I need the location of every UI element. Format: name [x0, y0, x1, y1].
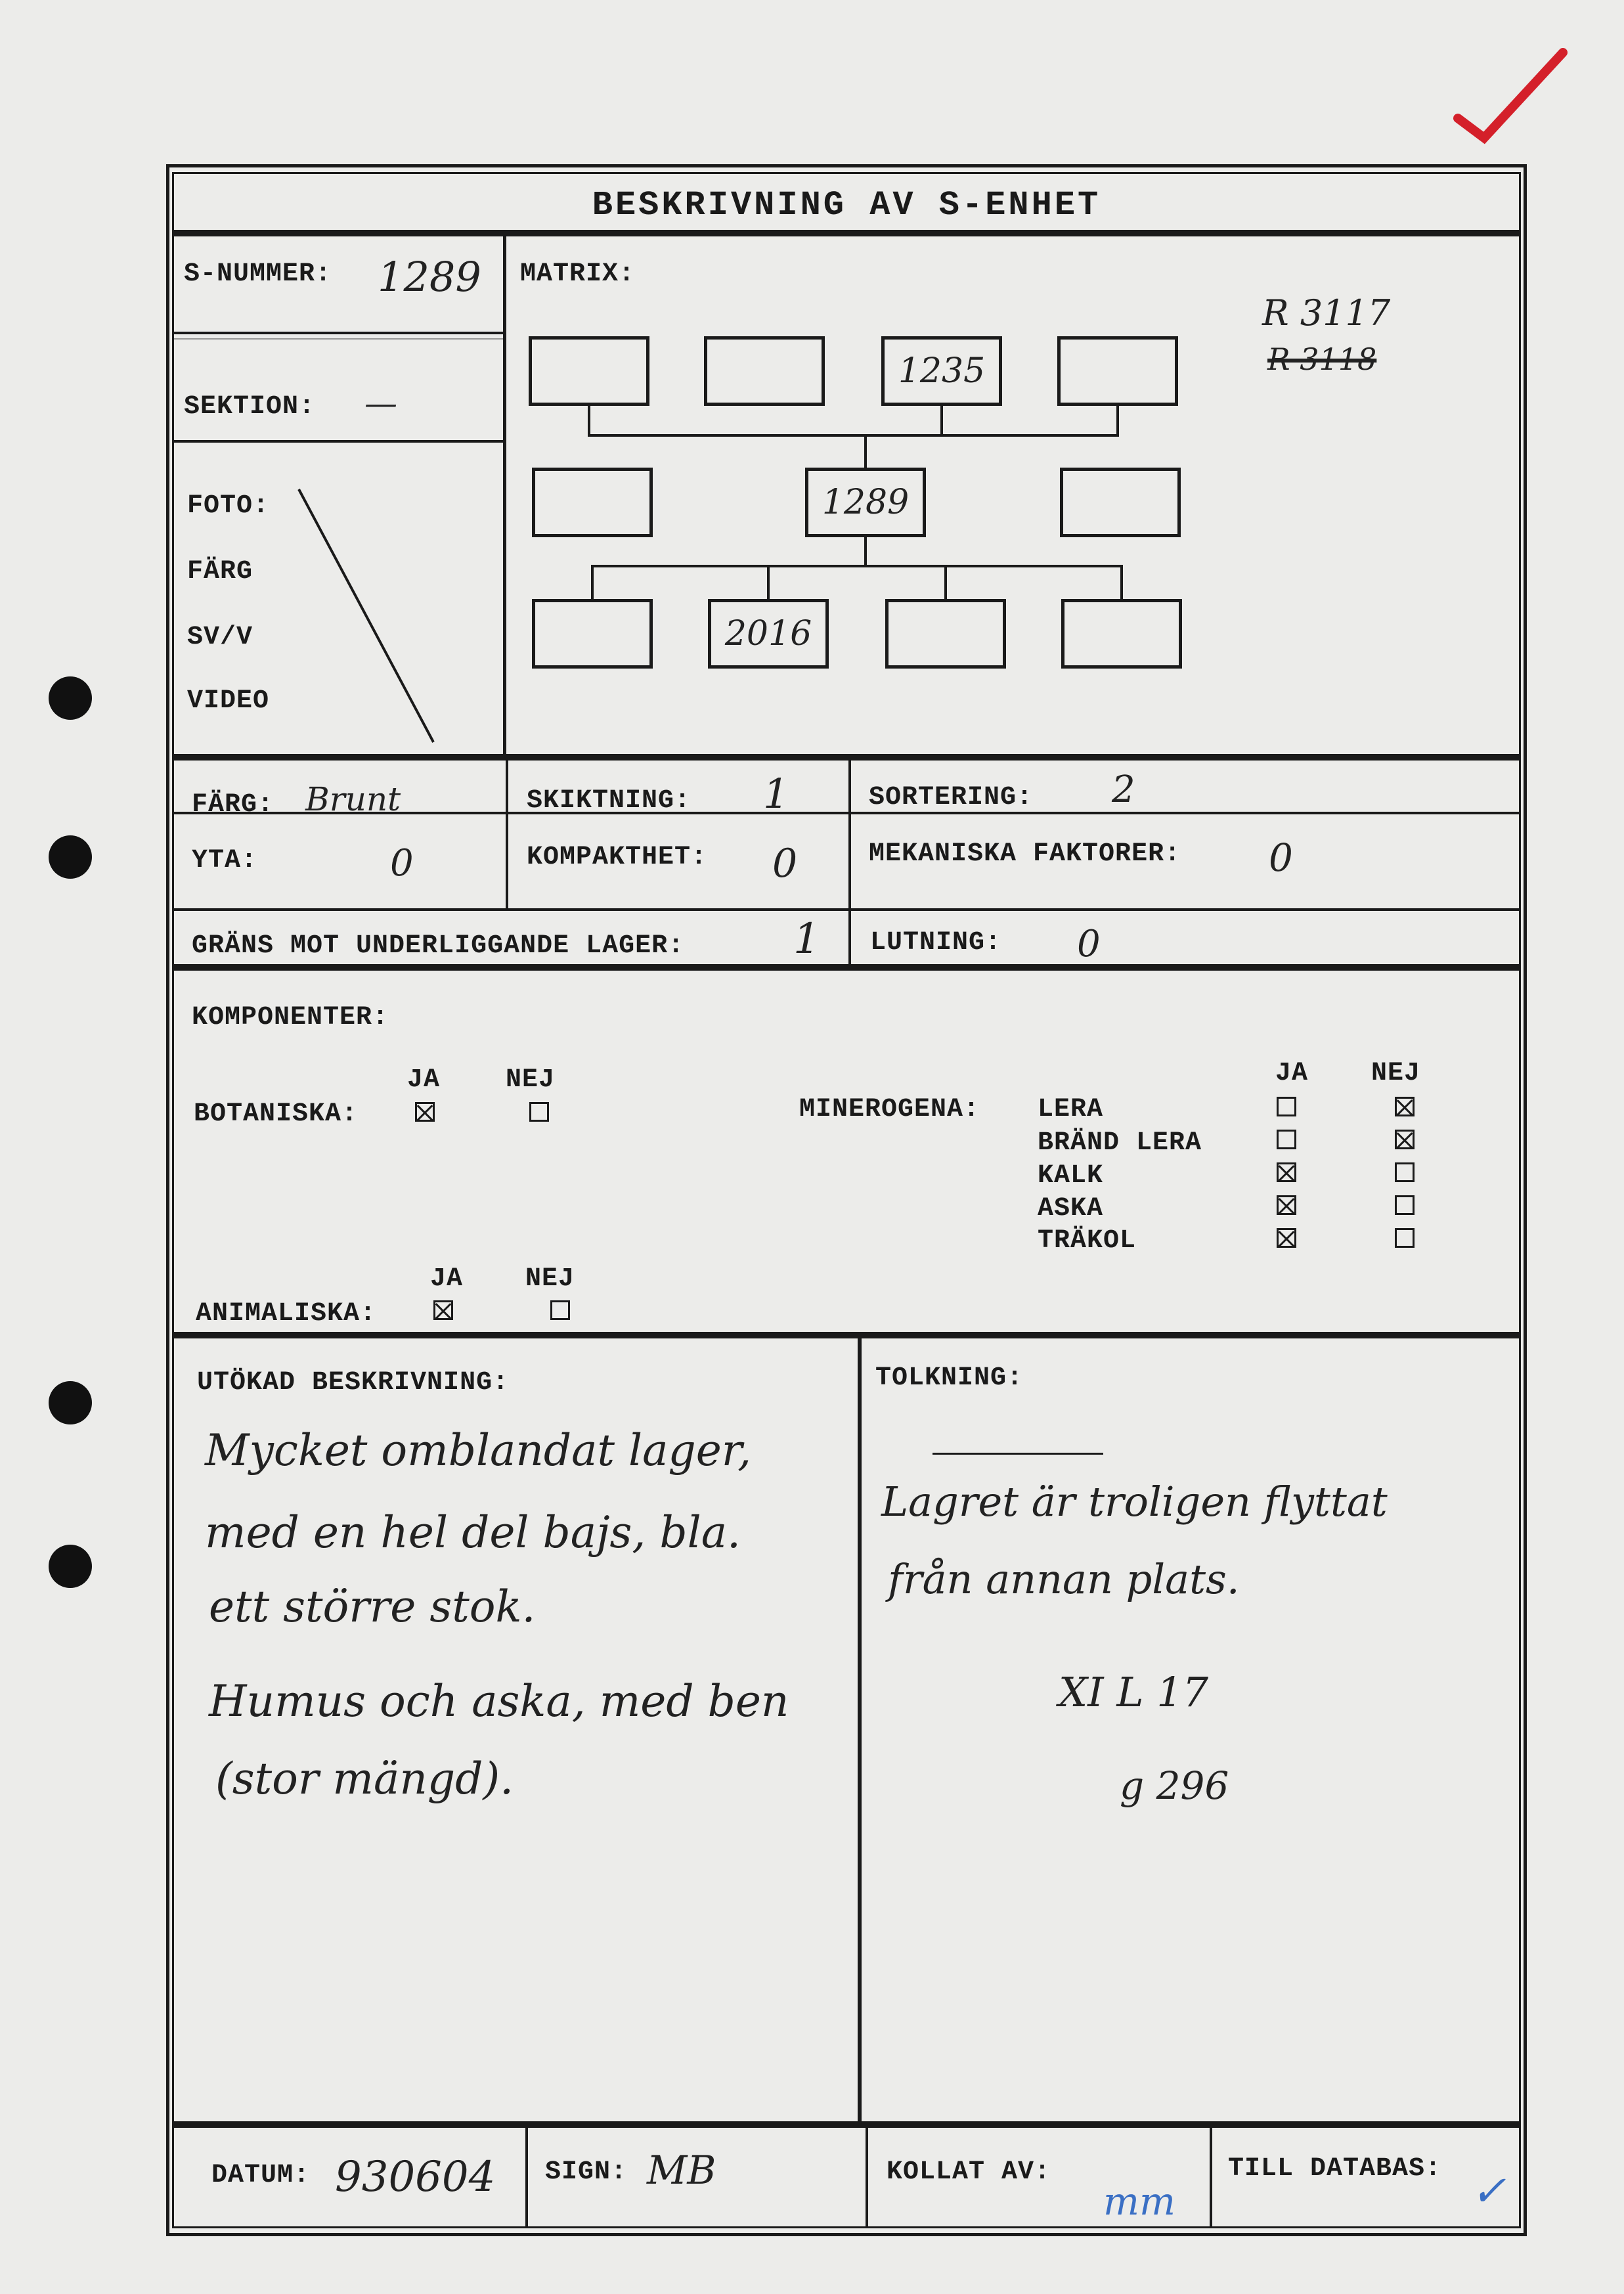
matrix-ref-current: R 3117: [1262, 292, 1391, 334]
matrix-label: MATRIX:: [520, 259, 636, 289]
foto-farg-option[interactable]: FÄRG: [187, 557, 253, 586]
grans-value[interactable]: 1: [793, 915, 820, 963]
matrix-box-1289[interactable]: 1289: [805, 468, 926, 537]
lutning-label: LUTNING:: [870, 928, 1002, 958]
animaliska-label: ANIMALISKA:: [196, 1299, 377, 1329]
farg-value[interactable]: Brunt: [305, 780, 401, 818]
form-title: BESKRIVNING AV S-ENHET: [592, 186, 1101, 225]
kollat-label: KOLLAT AV:: [887, 2157, 1051, 2187]
trakol-ja-checkbox[interactable]: [1277, 1228, 1296, 1248]
tolkning-underline: [933, 1453, 1103, 1455]
utokad-line-4[interactable]: Humus och aska, med ben: [209, 1676, 789, 1727]
botaniska-label: BOTANISKA:: [194, 1099, 359, 1129]
minerogena-nej-header: NEJ: [1371, 1059, 1421, 1088]
lera-ja-checkbox[interactable]: [1277, 1097, 1296, 1116]
kalk-nej-checkbox[interactable]: [1395, 1162, 1415, 1182]
minerogena-item-brand-lera: BRÄND LERA: [1038, 1128, 1202, 1158]
botaniska-nej-header: NEJ: [506, 1065, 556, 1095]
komponenter-label: KOMPONENTER:: [192, 1003, 389, 1032]
foto-svv-option[interactable]: SV/V: [187, 623, 253, 652]
yta-value[interactable]: 0: [390, 842, 414, 885]
datum-label: DATUM:: [211, 2161, 311, 2190]
animaliska-ja-header: JA: [430, 1264, 464, 1294]
kalk-ja-checkbox[interactable]: [1277, 1162, 1296, 1182]
animaliska-nej-checkbox[interactable]: [550, 1300, 570, 1320]
s-nummer-value[interactable]: 1289: [378, 253, 481, 301]
matrix-ref-struck: R 3118: [1267, 342, 1377, 377]
s-nummer-label: S-NUMMER:: [184, 259, 332, 289]
brand-lera-ja-checkbox[interactable]: [1277, 1130, 1296, 1149]
utokad-line-1[interactable]: Mycket omblandat lager,: [205, 1425, 752, 1476]
utokad-line-5[interactable]: (stor mängd).: [215, 1754, 514, 1804]
tolkning-note-2[interactable]: g 296: [1120, 1763, 1229, 1808]
kollat-value[interactable]: mm: [1103, 2179, 1175, 2224]
foto-video-option[interactable]: VIDEO: [187, 686, 270, 716]
tolkning-line-1[interactable]: Lagret är troligen flyttat: [881, 1478, 1388, 1526]
minerogena-item-kalk: KALK: [1038, 1161, 1104, 1191]
brand-lera-nej-checkbox[interactable]: [1395, 1130, 1415, 1149]
animaliska-ja-checkbox[interactable]: [433, 1300, 453, 1320]
sign-label: SIGN:: [545, 2157, 628, 2187]
kompakthet-label: KOMPAKTHET:: [527, 843, 708, 872]
minerogena-item-lera: LERA: [1038, 1095, 1104, 1124]
sektion-value[interactable]: —: [364, 384, 397, 422]
sektion-label: SEKTION:: [184, 392, 316, 422]
botaniska-nej-checkbox[interactable]: [529, 1102, 549, 1122]
lutning-value[interactable]: 0: [1077, 923, 1101, 965]
sortering-value[interactable]: 2: [1112, 768, 1135, 811]
botaniska-ja-header: JA: [407, 1065, 441, 1095]
mekaniska-label: MEKANISKA FAKTORER:: [869, 839, 1181, 869]
skiktning-value[interactable]: 1: [763, 770, 789, 818]
utokad-line-3[interactable]: ett större stok.: [209, 1581, 536, 1632]
datum-value[interactable]: 930604: [335, 2153, 496, 2201]
minerogena-ja-header: JA: [1275, 1059, 1309, 1088]
aska-ja-checkbox[interactable]: [1277, 1195, 1296, 1215]
tolkning-label: TOLKNING:: [875, 1363, 1024, 1393]
tolkning-line-2[interactable]: från annan plats.: [888, 1555, 1240, 1603]
tolkning-note-1[interactable]: XI L 17: [1059, 1668, 1209, 1716]
sortering-label: SORTERING:: [869, 783, 1034, 812]
skiktning-label: SKIKTNING:: [527, 786, 691, 816]
yta-label: YTA:: [192, 846, 258, 875]
foto-label: FOTO:: [187, 491, 270, 521]
sign-value[interactable]: MB: [647, 2148, 716, 2194]
animaliska-nej-header: NEJ: [525, 1264, 575, 1294]
trakol-nej-checkbox[interactable]: [1395, 1228, 1415, 1248]
minerogena-item-aska: ASKA: [1038, 1194, 1104, 1224]
lera-nej-checkbox[interactable]: [1395, 1097, 1415, 1116]
mekaniska-value[interactable]: 0: [1269, 835, 1293, 880]
utokad-line-2[interactable]: med en hel del bajs, bla.: [205, 1507, 741, 1558]
matrix-box-1235[interactable]: 1235: [881, 336, 1002, 406]
farg-label: FÄRG:: [192, 790, 274, 820]
minerogena-item-trakol: TRÄKOL: [1038, 1226, 1137, 1256]
utokad-label: UTÖKAD BESKRIVNING:: [197, 1368, 510, 1398]
till-databas-label: TILL DATABAS:: [1228, 2154, 1442, 2184]
aska-nej-checkbox[interactable]: [1395, 1195, 1415, 1215]
kompakthet-value[interactable]: 0: [772, 841, 798, 887]
minerogena-label: MINEROGENA:: [799, 1095, 980, 1124]
grans-label: GRÄNS MOT UNDERLIGGANDE LAGER:: [192, 931, 685, 961]
botaniska-ja-checkbox[interactable]: [415, 1102, 435, 1122]
matrix-box-2016[interactable]: 2016: [708, 599, 829, 669]
till-databas-value[interactable]: ✓: [1471, 2167, 1506, 2216]
